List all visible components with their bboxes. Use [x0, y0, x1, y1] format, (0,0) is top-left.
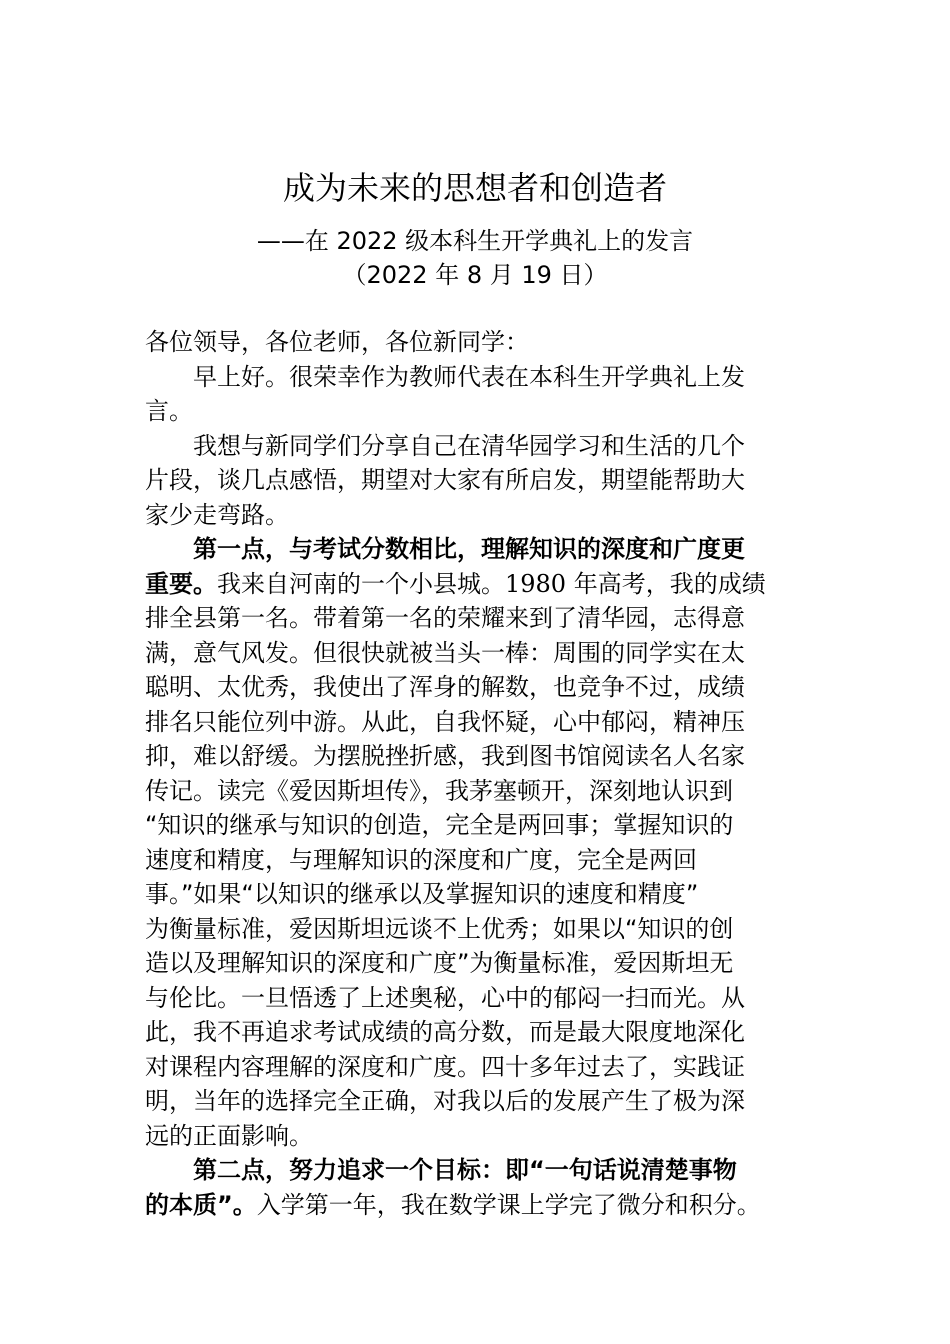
- text-line: 远的正面影响。: [145, 1121, 313, 1150]
- salutation: [145, 325, 810, 360]
- document-date: （2022 年 8 月 19 日）: [342, 261, 608, 289]
- text-line: 明，当年的选择完全正确，对我以后的发展产生了极为深: [145, 1087, 745, 1115]
- paragraph-intro-cont: [145, 463, 810, 532]
- text-line: 排名只能位列中游。从此，自我怀疑，心中郁闷，精神压: [145, 707, 745, 736]
- document-body: [145, 325, 810, 1222]
- salutation-line: 各位领导，各位老师，各位新同学：: [145, 328, 529, 356]
- point-one-heading-end: 重要。: [145, 569, 217, 598]
- year-number: 1980: [505, 569, 567, 598]
- text-run: 入学第一年，我在数学课上学完了微分和积分。: [256, 1190, 761, 1219]
- paragraph-intro: [145, 429, 810, 464]
- text-line: 传记。读完《爱因斯坦传》，我茅塞顿开，深刻地认识到: [145, 776, 733, 805]
- text-line: [145, 1188, 810, 1223]
- text-run: 年高考，我的成绩: [566, 569, 766, 598]
- text-line: 与伦比。一旦悟透了上述奥秘，心中的郁闷一扫而光。从: [145, 983, 745, 1012]
- paragraph-greeting-cont: [145, 394, 810, 429]
- paragraph-point-one: [145, 567, 810, 1154]
- point-one-heading-line: 第一点，与考试分数相比，理解知识的深度和广度更: [193, 535, 745, 563]
- document-title: 成为未来的思想者和创造者: [282, 169, 667, 207]
- text-line: 聪明、太优秀，我使出了浑身的解数，也竞争不过，成绩: [145, 673, 745, 701]
- text-line: 造以及理解知识的深度和广度”为衡量标准，爱因斯坦无: [145, 949, 734, 977]
- text-line: 满，意气风发。但很快就被当头一棒：周围的同学实在太: [145, 638, 745, 667]
- text-line: 早上好。很荣幸作为教师代表在本科生开学典礼上发: [193, 362, 745, 391]
- document-subtitle: ——在 2022 级本科生开学典礼上的发言: [256, 227, 694, 255]
- text-line: 对课程内容理解的深度和广度。四十多年过去了，实践证: [145, 1052, 745, 1081]
- text-line: 速度和精度，与理解知识的深度和广度，完全是两回: [145, 845, 697, 874]
- text-line: 排全县第一名。带着第一名的荣耀来到了清华园，志得意: [145, 604, 745, 632]
- point-two-heading: [145, 1153, 810, 1188]
- paragraph-point-two: [145, 1188, 810, 1223]
- text-line: “知识的继承与知识的创造，完全是两回事；掌握知识的: [145, 811, 734, 839]
- text-line: 言。: [145, 397, 193, 425]
- text-line: 我想与新同学们分享自己在清华园学习和生活的几个: [193, 431, 745, 460]
- text-run: 我来自河南的一个小县城。: [217, 569, 505, 598]
- text-line: [145, 567, 810, 602]
- text-line: 抑，难以舒缓。为摆脱挫折感，我到图书馆阅读名人名家: [145, 742, 745, 770]
- paragraph-greeting: [145, 360, 810, 395]
- point-two-heading-end: 的本质”。: [145, 1190, 257, 1219]
- point-one-heading: [145, 532, 810, 567]
- text-line: 片段，谈几点感悟，期望对大家有所启发，期望能帮助大: [145, 466, 745, 494]
- text-line: 家少走弯路。: [145, 500, 289, 529]
- text-line: 为衡量标准，爱因斯坦远谈不上优秀；如果以“知识的创: [145, 914, 734, 943]
- text-line: 事。”如果“以知识的继承以及掌握知识的速度和精度”: [145, 880, 699, 908]
- text-line: 此，我不再追求考试成绩的高分数，而是最大限度地深化: [145, 1018, 745, 1046]
- point-two-heading-line: 第二点，努力追求一个目标：即“一句话说清楚事物: [193, 1156, 737, 1184]
